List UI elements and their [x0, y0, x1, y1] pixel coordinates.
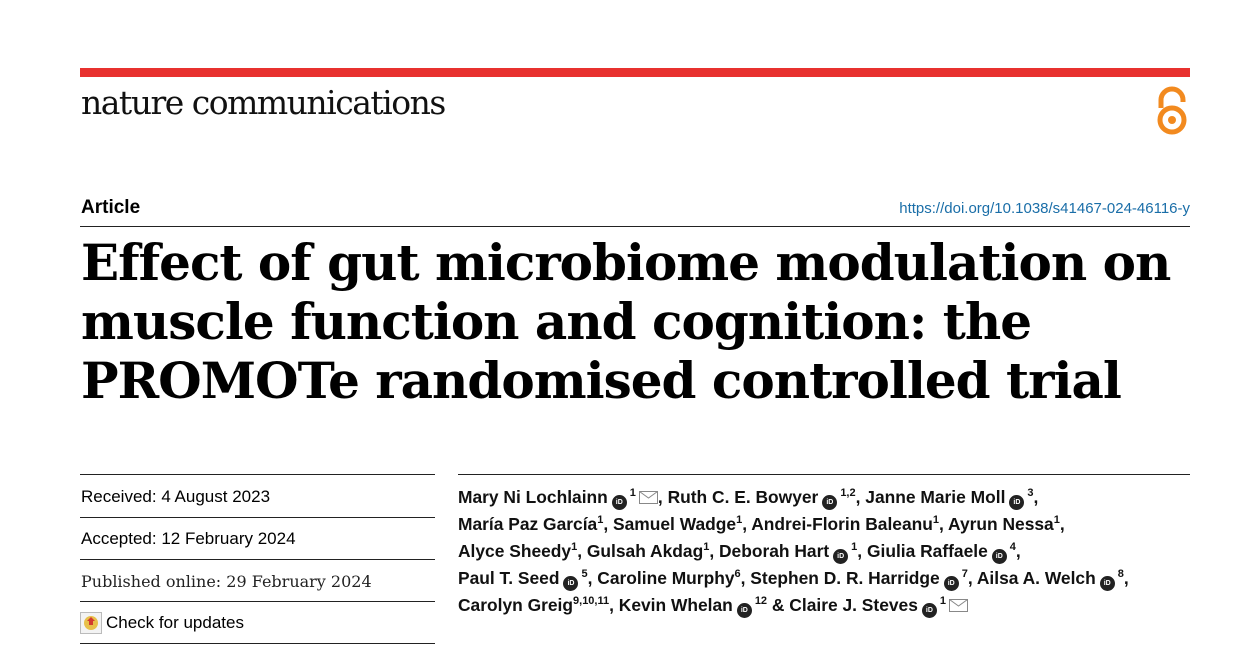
journal-accent-bar	[80, 68, 1190, 77]
affiliation-number[interactable]: 1	[703, 541, 710, 554]
author-name: Andrei-Florin Baleanu	[751, 514, 933, 534]
author-list	[458, 484, 1198, 619]
author[interactable]	[458, 541, 577, 561]
author[interactable]	[751, 514, 939, 534]
author-name: Ruth C. E. Bowyer	[667, 487, 819, 507]
author-name: Kevin Whelan	[618, 595, 733, 615]
affiliation-number[interactable]: 3	[1027, 487, 1034, 500]
author-name: Janne Marie Moll	[865, 487, 1006, 507]
author-name: María Paz García	[458, 514, 598, 534]
orcid-icon[interactable]: iD	[1100, 576, 1115, 591]
author-separator: ,	[709, 541, 719, 561]
author-separator: ,	[857, 541, 867, 561]
author-name: Caroline Murphy	[597, 568, 735, 588]
author-separator: ,	[939, 514, 949, 534]
author-name: Mary Ni Lochlainn	[458, 487, 608, 507]
check-for-updates-button[interactable]	[80, 612, 244, 634]
author-name: Carolyn Greig	[458, 595, 574, 615]
orcid-icon[interactable]: iD	[822, 495, 837, 510]
affiliation-number[interactable]: 1	[939, 595, 947, 608]
orcid-icon[interactable]: iD	[944, 576, 959, 591]
affiliation-number[interactable]: 1	[932, 514, 939, 527]
affiliation-number[interactable]: 6	[734, 568, 741, 581]
author-name: Stephen D. R. Harridge	[750, 568, 940, 588]
divider	[80, 601, 435, 602]
author[interactable]	[977, 568, 1124, 588]
author-separator: ,	[740, 568, 751, 588]
journal-name[interactable]: nature communications	[81, 83, 445, 122]
author-name: Ailsa A. Welch	[976, 568, 1096, 588]
author[interactable]	[458, 487, 658, 507]
author[interactable]	[587, 541, 709, 561]
author[interactable]	[619, 595, 767, 615]
divider	[80, 559, 435, 560]
orcid-icon[interactable]: iD	[737, 603, 752, 618]
author[interactable]	[867, 541, 1016, 561]
affiliation-number[interactable]: 1	[1053, 514, 1060, 527]
author-separator: ,	[1033, 487, 1039, 507]
affiliation-number[interactable]: 1	[597, 514, 604, 527]
title-line: muscle function and cognition: the	[81, 292, 1032, 351]
author-separator: ,	[967, 568, 977, 588]
author-separator: ,	[742, 514, 752, 534]
affiliation-number[interactable]: 1,2	[840, 487, 856, 500]
author[interactable]	[613, 514, 742, 534]
author[interactable]	[948, 514, 1060, 534]
author-separator: ,	[603, 514, 613, 534]
doi-link[interactable]: https://doi.org/10.1038/s41467-024-46116-y	[899, 200, 1190, 217]
author-separator: ,	[1123, 568, 1129, 588]
author-separator: ,	[577, 541, 587, 561]
orcid-icon[interactable]: iD	[992, 549, 1007, 564]
affiliation-number[interactable]: 12	[754, 595, 768, 608]
author-name: Gulsah Akdag	[586, 541, 704, 561]
email-icon[interactable]	[949, 599, 968, 612]
orcid-icon[interactable]: iD	[922, 603, 937, 618]
orcid-icon[interactable]: iD	[833, 549, 848, 564]
accepted-date: Accepted: 12 February 2024	[81, 529, 296, 548]
author-separator: ,	[1059, 514, 1065, 534]
header-rule	[80, 226, 1190, 227]
author[interactable]	[458, 568, 588, 588]
author-separator: ,	[1015, 541, 1021, 561]
title-line: PROMOTe randomised controlled trial	[81, 351, 1121, 410]
affiliation-number[interactable]: 1	[736, 514, 743, 527]
published-date: Published online: 29 February 2024	[81, 572, 372, 591]
author-separator: ,	[609, 595, 619, 615]
check-updates-label: Check for updates	[106, 613, 244, 632]
affiliation-number[interactable]: 1	[851, 541, 858, 554]
affiliation-number[interactable]: 8	[1117, 568, 1124, 581]
author[interactable]	[750, 568, 968, 588]
author-name: Ayrun Nessa	[948, 514, 1054, 534]
check-updates-icon	[80, 612, 102, 634]
title-line: Effect of gut microbiome modulation on	[81, 233, 1171, 292]
divider	[80, 643, 435, 644]
author-name: Giulia Raffaele	[866, 541, 988, 561]
author-separator: ,	[855, 487, 866, 507]
orcid-icon[interactable]: iD	[1009, 495, 1024, 510]
article-title	[81, 233, 1181, 410]
author[interactable]	[865, 487, 1033, 507]
author-separator: ,	[587, 568, 598, 588]
orcid-icon[interactable]: iD	[612, 495, 627, 510]
received-date: Received: 4 August 2023	[81, 487, 271, 506]
author-name: Samuel Wadge	[613, 514, 737, 534]
author[interactable]	[597, 568, 740, 588]
email-icon[interactable]	[639, 491, 658, 504]
author-name: Claire J. Steves	[789, 595, 918, 615]
divider	[80, 474, 435, 475]
author-separator: ,	[657, 487, 668, 507]
orcid-icon[interactable]: iD	[563, 576, 578, 591]
affiliation-number[interactable]: 9,10,11	[573, 595, 610, 608]
author[interactable]	[668, 487, 856, 507]
author-name: Alyce Sheedy	[458, 541, 572, 561]
affiliation-number[interactable]: 1	[629, 487, 636, 500]
author-name: Deborah Hart	[719, 541, 830, 561]
divider	[80, 517, 435, 518]
divider	[458, 474, 1190, 475]
article-type: Article	[81, 197, 141, 218]
author[interactable]	[458, 514, 603, 534]
open-access-lock-icon	[1152, 86, 1192, 136]
affiliation-number[interactable]: 5	[581, 568, 588, 581]
author[interactable]	[458, 595, 609, 615]
affiliation-number[interactable]: 7	[961, 568, 968, 581]
author-name: Paul T. Seed	[458, 568, 560, 588]
author[interactable]	[789, 595, 968, 615]
affiliation-number[interactable]: 4	[1009, 541, 1016, 554]
affiliation-number[interactable]: 1	[571, 541, 578, 554]
author-separator: &	[767, 595, 790, 615]
author[interactable]	[719, 541, 857, 561]
